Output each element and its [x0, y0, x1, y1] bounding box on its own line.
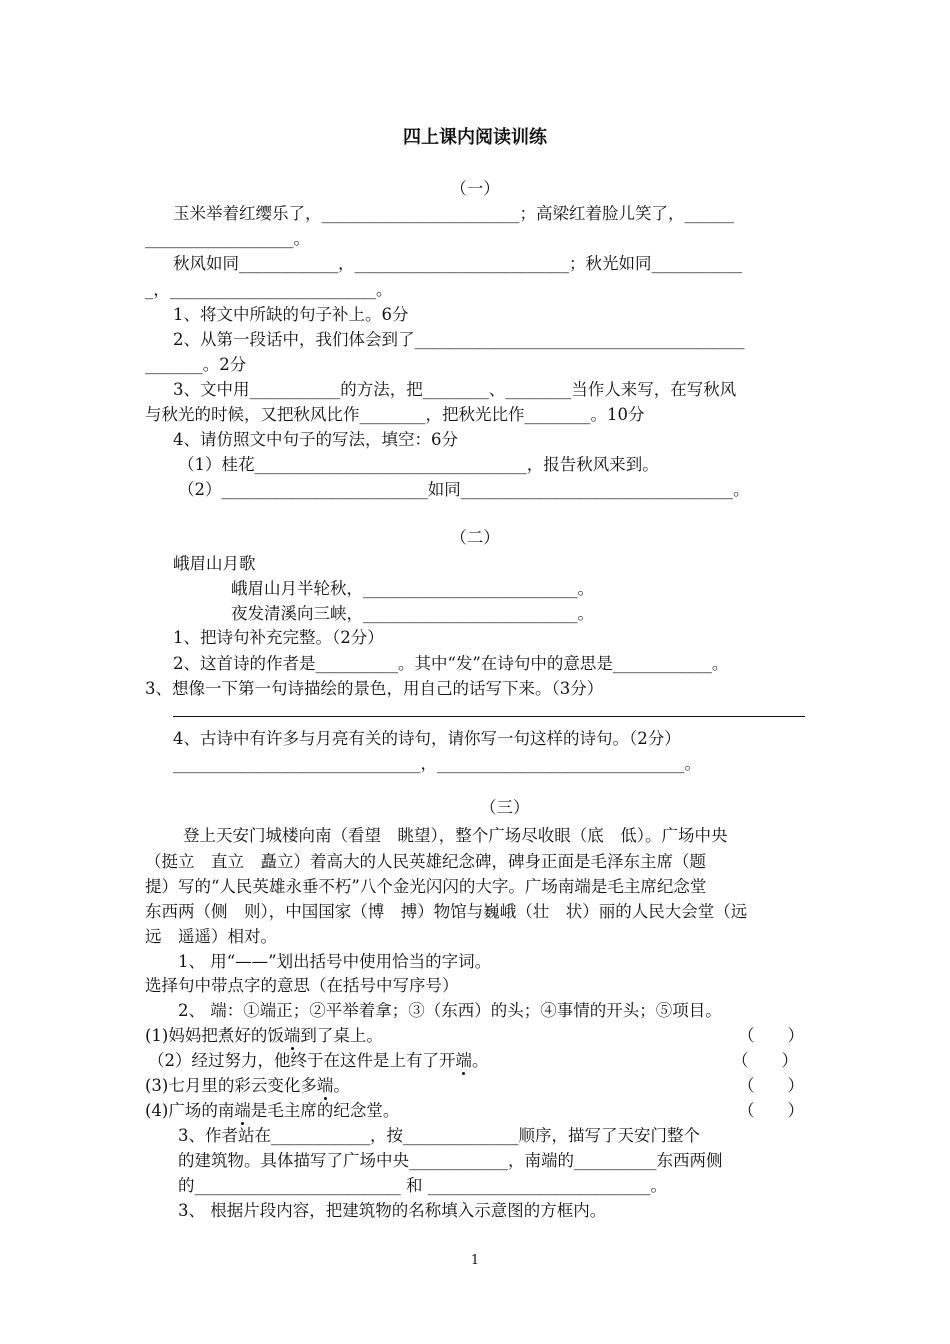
answer-paren: （ ）: [738, 1076, 804, 1095]
sentence-4: (4)广场的南端是毛主席的纪念堂。: [145, 1101, 400, 1120]
question-4: 3、 根据片段内容，把建筑物的名称填入示意图的方框内。: [178, 1201, 607, 1220]
question-3: 3、想像一下第一句诗描绘的景色，用自己的话写下来。（3分）: [145, 679, 604, 698]
question-2: 2、 端：①端正；②平举着拿；③（东西）的头；④事情的开头；⑤项目。: [178, 1001, 722, 1020]
question-4: 4、请仿照文中句子的写法，填空：6分: [173, 430, 458, 449]
sentence-1: (1)妈妈把煮好的饭端到了桌上。: [145, 1026, 383, 1045]
sentence-3: (3)七月里的彩云变化多端。: [145, 1076, 350, 1095]
poem-line-1: 峨眉山月半轮秋，__________________________。: [231, 579, 594, 598]
passage-line: 登上天安门城楼向南（看望 眺望），整个广场尽收眼（底 低）。广场中央: [183, 826, 728, 845]
poem-title: 峨眉山月歌: [173, 554, 256, 573]
question-4: 4、古诗中有许多与月亮有关的诗句，请你写一句这样的诗句。（2分）: [173, 729, 681, 748]
section-heading-1: （一）: [450, 179, 500, 198]
page-number: 1: [470, 1253, 480, 1268]
sentence-2: （2）经过努力，他终于在这件是上有了开端。: [148, 1051, 489, 1070]
question-2-cont: _______。2分: [145, 355, 247, 374]
question-1: 1、 用“——”划出括号中使用恰当的字词。: [178, 952, 492, 971]
answer-paren: （ ）: [732, 1051, 798, 1070]
passage-line: _，_________________________。: [145, 280, 393, 299]
question-1: 1、把诗句补充完整。（2分）: [173, 628, 384, 647]
passage-line: 秋风如同____________，__________________________；秋光如同___________: [173, 254, 743, 273]
question-3: 3、文中用___________的方法，把________、________当作人来写，在写秋风: [173, 380, 737, 399]
answer-paren: （ ）: [738, 1026, 804, 1045]
dotted-char: 端: [455, 1051, 472, 1070]
question-1: 1、将文中所缺的句子补上。6分: [173, 305, 409, 324]
page-title: 四上课内阅读训练: [403, 127, 547, 148]
question-3: 3、作者站在____________，按______________顺序，描写了天安门整个: [178, 1126, 700, 1145]
dotted-char: 端: [283, 1026, 301, 1045]
passage-line: （挺立 直立 矗立）着高大的人民英雄纪念碑，碑身正面是毛泽东主席（题: [145, 852, 706, 871]
answer-paren: （ ）: [738, 1101, 804, 1120]
passage-line: 远 遥遥）相对。: [145, 927, 277, 946]
dotted-char: 端: [234, 1101, 251, 1120]
poem-line-2: 夜发清溪向三峡，__________________________。: [231, 604, 594, 623]
question-4-answer: ______________________________，______________________________。: [173, 754, 701, 773]
passage-line: 提）写的“人民英雄永垂不朽”八个金光闪闪的大字。广场南端是毛主席纪念堂: [145, 877, 707, 896]
section-heading-2: （二）: [450, 528, 500, 547]
passage-line: 玉米举着红缨乐了，________________________；高梁红着脸儿笑了，______: [173, 204, 734, 223]
question-4-item-2: （2）_________________________如同_________________________________。: [178, 480, 750, 499]
dotted-char: 端: [316, 1076, 334, 1095]
section-heading-3: （三）: [480, 798, 530, 817]
passage-line: 东西两（侧 则），中国国家（博 搏）物馆与巍峨（壮 状）丽的人民大会堂（远: [145, 902, 748, 921]
question-3-cont: 与秋光的时候，又把秋风比作________，把秋光比作________。10分: [145, 405, 645, 424]
question-3-cont: 的建筑物。具体描写了广场中央____________，南端的__________东西两侧: [178, 1151, 723, 1170]
passage-line: __________________。: [145, 229, 310, 248]
selection-instruction: 选择句中带点字的意思（在括号中写序号）: [145, 976, 459, 995]
answer-line: [173, 716, 805, 717]
question-2: 2、这首诗的作者是__________。其中“发”在诗句中的意思是____________。: [173, 654, 729, 673]
question-4-item-1: （1）桂花_________________________________，报告秋风来到。: [178, 455, 659, 474]
question-2: 2、从第一段话中，我们体会到了________________________________________: [173, 330, 745, 349]
question-3-cont: 的_________________________ 和 ___________________________。: [178, 1176, 667, 1195]
